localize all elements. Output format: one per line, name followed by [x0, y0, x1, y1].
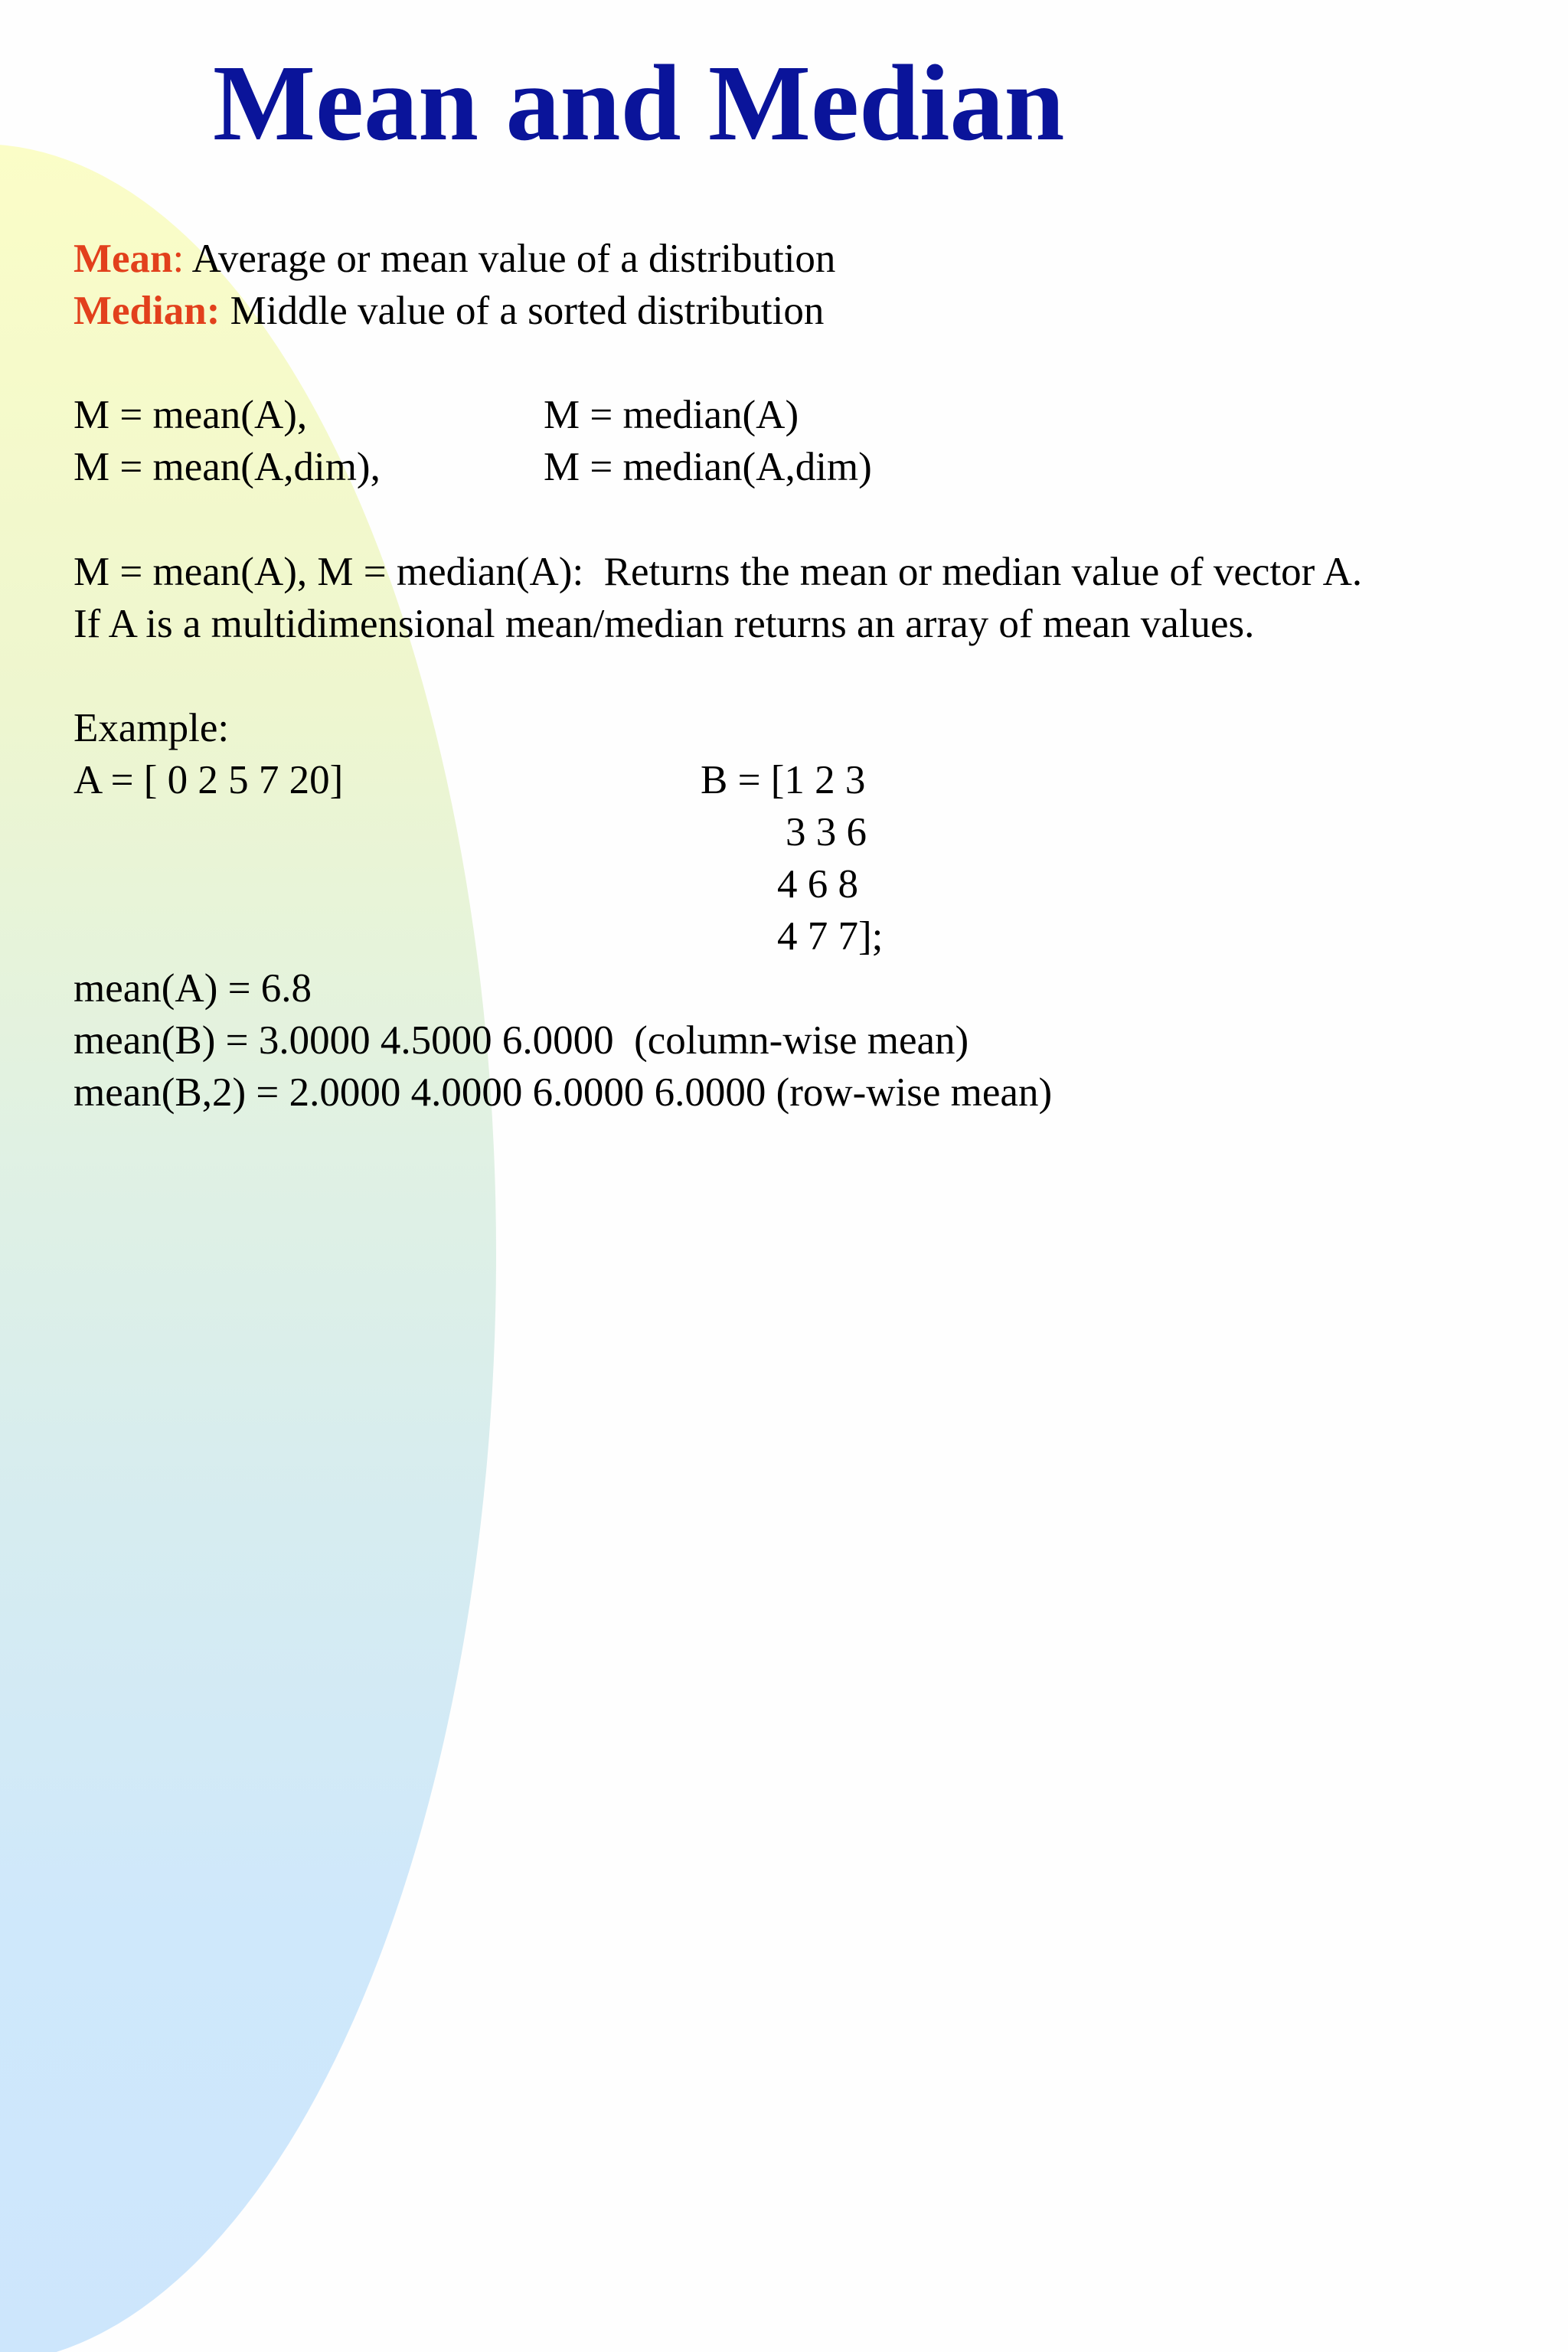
example-b-row-4: 4 7 7]; [777, 914, 884, 959]
result-mean-b-2: mean(B,2) = 2.0000 4.0000 6.0000 6.0000 (row-wise mean) [74, 1070, 1053, 1115]
definition-median [74, 291, 824, 332]
example-label: Example: [74, 706, 230, 750]
slide-title: Mean and Median [213, 42, 1065, 163]
syntax-median-1: M = median(A) [544, 393, 799, 437]
syntax-median-2: M = median(A,dim) [544, 445, 872, 489]
result-mean-b: mean(B) = 3.0000 4.5000 6.0000 (column-wise mean) [74, 1018, 969, 1063]
example-a-definition: A = [ 0 2 5 7 20] [74, 758, 344, 802]
example-b-row-1: B = [1 2 3 [701, 758, 866, 802]
definition-text-mean: Average or mean value of a distribution [184, 237, 836, 281]
syntax-mean-1: M = mean(A), [74, 393, 308, 437]
definition-mean [74, 239, 835, 279]
description-line-1: M = mean(A), M = median(A): Returns the mean or median value of vector A. [74, 550, 1363, 594]
definition-separator: : [172, 237, 185, 281]
definition-term-median: Median: [74, 289, 220, 333]
description-line-2: If A is a multidimensional mean/median returns an array of mean values. [74, 602, 1255, 646]
syntax-mean-2: M = mean(A,dim), [74, 445, 381, 489]
example-b-row-2: 3 3 6 [786, 810, 867, 854]
definition-term-mean: Mean [74, 237, 173, 281]
example-b-row-3: 4 6 8 [777, 862, 858, 906]
result-mean-a: mean(A) = 6.8 [74, 966, 312, 1011]
definition-text-median: Middle value of a sorted distribution [220, 289, 825, 333]
